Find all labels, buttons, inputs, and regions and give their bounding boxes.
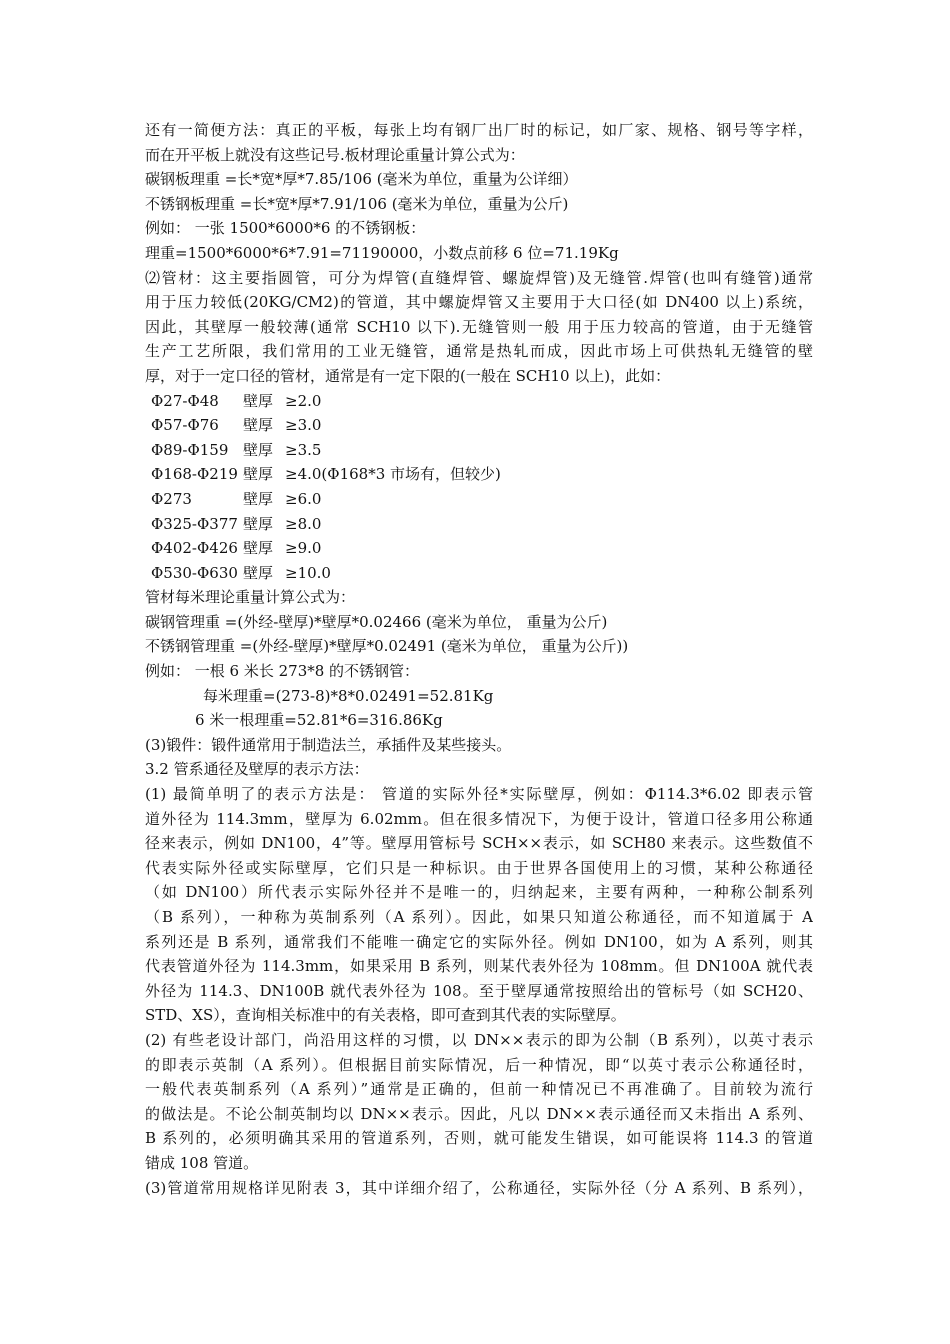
text-line: 外径为 114.3、DN100B 就代表外径为 108。至于壁厚通常按照给出的管标号（如 SCH20、 <box>145 981 813 1000</box>
section-heading: 3.2 管系通径及壁厚的表示方法： <box>145 760 369 779</box>
text-line: 一般代表英制系列（A 系列）”通常是正确的，但前一种情况已不再准确了。目前较为流行 <box>145 1080 813 1099</box>
text-line: 的即表示英制（A 系列）。但根据目前实际情况，后一种情况，即“以英寸表示公称通径时， <box>145 1055 813 1074</box>
wall-value: ≥9.0 <box>285 539 322 558</box>
text-line: 生产工艺所限，我们常用的工业无缝管，通常是热轧而成，因此市场上可供热轧无缝管的壁 <box>145 342 813 361</box>
table-row <box>145 413 813 438</box>
text-line: 代表管道外径为 114.3mm，如果采用 B 系列，则某代表外径为 108mm。但 DN100A 就代表 <box>145 957 813 976</box>
formula-line: 碳钢板理重 =长*宽*厚*7.85/106 (毫米为单位，重量为公详细） <box>145 170 578 189</box>
text-line: （B 系列），一种称为英制系列（A 系列）。因此，如果只知道公称通径，而不知道属于 A <box>145 908 813 926</box>
text-line: 而在开平板上就没有这些记号.板材理论重量计算公式为： <box>145 145 525 164</box>
text-line: ⑵管材：这主要指圆管，可分为焊管(直缝焊管、螺旋焊管)及无缝管.焊管(也叫有缝管)通常 <box>145 268 813 287</box>
text-line: 系列还是 B 系列，通常我们不能唯一确定它的实际外径。例如 DN100，如为 A 系列，则其 <box>145 932 813 951</box>
pipe-size: Φ89-Φ159 <box>151 440 229 459</box>
formula-line: 碳钢管理重 =(外经-壁厚)*壁厚*0.02466 (毫米为单位， 重量为公斤) <box>145 612 608 631</box>
pipe-size: Φ530-Φ630 <box>151 563 238 582</box>
pipe-size: Φ27-Φ48 <box>151 391 219 410</box>
wall-value: ≥3.0 <box>285 416 322 435</box>
table-row <box>145 389 813 414</box>
text-line: 因此，其壁厚一般较薄(通常 SCH10 以下).无缝管则一般 用于压力较高的管道，由于无缝管 <box>145 317 813 336</box>
wall-value: ≥2.0 <box>285 391 322 410</box>
text-line: （如 DN100）所代表示实际外径并不是唯一的，归纳起来，主要有两种，一种称公制系列 <box>145 883 813 902</box>
wall-label: 壁厚 <box>243 563 274 582</box>
text-line: 管材每米理论重量计算公式为： <box>145 588 356 607</box>
wall-label: 壁厚 <box>243 539 274 558</box>
wall-value: ≥4.0(Φ168*3 市场有，但较少) <box>285 465 501 484</box>
pipe-size: Φ325-Φ377 <box>151 514 238 533</box>
text-line: STD、XS），查询相关标准中的有关表格，即可查到其代表的实际壁厚。 <box>145 1006 626 1025</box>
text-line: 厚，对于一定口径的管材，通常是有一定下限的(一般在 SCH10 以上)，此如： <box>145 366 671 385</box>
example-calc-line: 每米理重=(273-8)*8*0.02491=52.81Kg <box>203 686 494 705</box>
example-calc-line: 6 米一根理重=52.81*6=316.86Kg <box>195 711 443 730</box>
text-line: 道外径为 114.3mm，壁厚为 6.02mm。但在很多情况下，为便于设计，管道口径多用公称通 <box>145 809 813 828</box>
text-line: (3)锻件：锻件通常用于制造法兰，承插件及某些接头。 <box>145 735 512 754</box>
wall-value: ≥10.0 <box>285 563 331 582</box>
example-line: 理重=1500*6000*6*7.91=71190000，小数点前移 6 位=71.19Kg <box>145 243 619 262</box>
wall-label: 壁厚 <box>243 440 274 459</box>
text-line: (1) 最简单明了的表示方法是： 管道的实际外径*实际壁厚，例如：Φ114.3*6.02 即表示管 <box>145 785 813 804</box>
text-line: 用于压力较低(20KG/CM2)的管道，其中螺旋焊管又主要用于大口径(如 DN400 以上)系统， <box>145 293 813 312</box>
table-row <box>145 512 813 537</box>
wall-value: ≥6.0 <box>285 489 322 508</box>
table-row <box>145 561 813 586</box>
formula-line: 不锈钢板理重 =长*宽*厚*7.91/106 (毫米为单位，重量为公斤) <box>145 194 569 213</box>
text-line: (3)管道常用规格详见附表 3，其中详细介绍了，公称通径，实际外径（分 A 系列、B 系列）， <box>145 1178 813 1197</box>
formula-line: 不锈钢管理重 =(外经-壁厚)*壁厚*0.02491 (毫米为单位， 重量为公斤)) <box>145 637 629 656</box>
document-body <box>145 118 813 1200</box>
wall-value: ≥8.0 <box>285 514 322 533</box>
wall-thickness-table <box>145 389 813 586</box>
wall-label: 壁厚 <box>243 514 274 533</box>
text-line: 的做法是。不论公制英制均以 DN××表示。因此，凡以 DN××表示通径而又未指出 A 系列、 <box>145 1104 813 1123</box>
table-row <box>145 462 813 487</box>
table-row <box>145 536 813 561</box>
table-row <box>145 487 813 512</box>
pipe-size: Φ57-Φ76 <box>151 416 219 435</box>
pipe-size: Φ402-Φ426 <box>151 539 238 558</box>
example-line: 例如： 一张 1500*6000*6 的不锈钢板： <box>145 219 426 238</box>
text-line: 错成 108 管道。 <box>145 1153 259 1172</box>
pipe-size: Φ168-Φ219 <box>151 465 238 484</box>
wall-label: 壁厚 <box>243 391 274 410</box>
wall-label: 壁厚 <box>243 489 274 508</box>
wall-label: 壁厚 <box>243 465 274 484</box>
example-line: 例如： 一根 6 米长 273*8 的不锈钢管： <box>145 662 420 681</box>
text-line: 代表实际外径或实际壁厚，它们只是一种标识。由于世界各国使用上的习惯，某种公称通径 <box>145 858 813 877</box>
text-line: 径来表示，例如 DN100，4”等。壁厚用管标号 SCH××表示，如 SCH80 来表示。这些数值不 <box>145 834 813 853</box>
table-row <box>145 438 813 463</box>
wall-value: ≥3.5 <box>285 440 322 459</box>
text-line: (2) 有些老设计部门，尚沿用这样的习惯，以 DN××表示的即为公制（B 系列），以英寸表示 <box>145 1030 813 1049</box>
text-line: B 系列的，必须明确其采用的管道系列，否则，就可能发生错误，如可能误将 114.3 的管道 <box>145 1129 813 1148</box>
wall-label: 壁厚 <box>243 416 274 435</box>
pipe-size: Φ273 <box>151 489 192 508</box>
text-line: 还有一简便方法：真正的平板，每张上均有钢厂出厂时的标记，如厂家、规格、钢号等字样， <box>145 121 813 139</box>
